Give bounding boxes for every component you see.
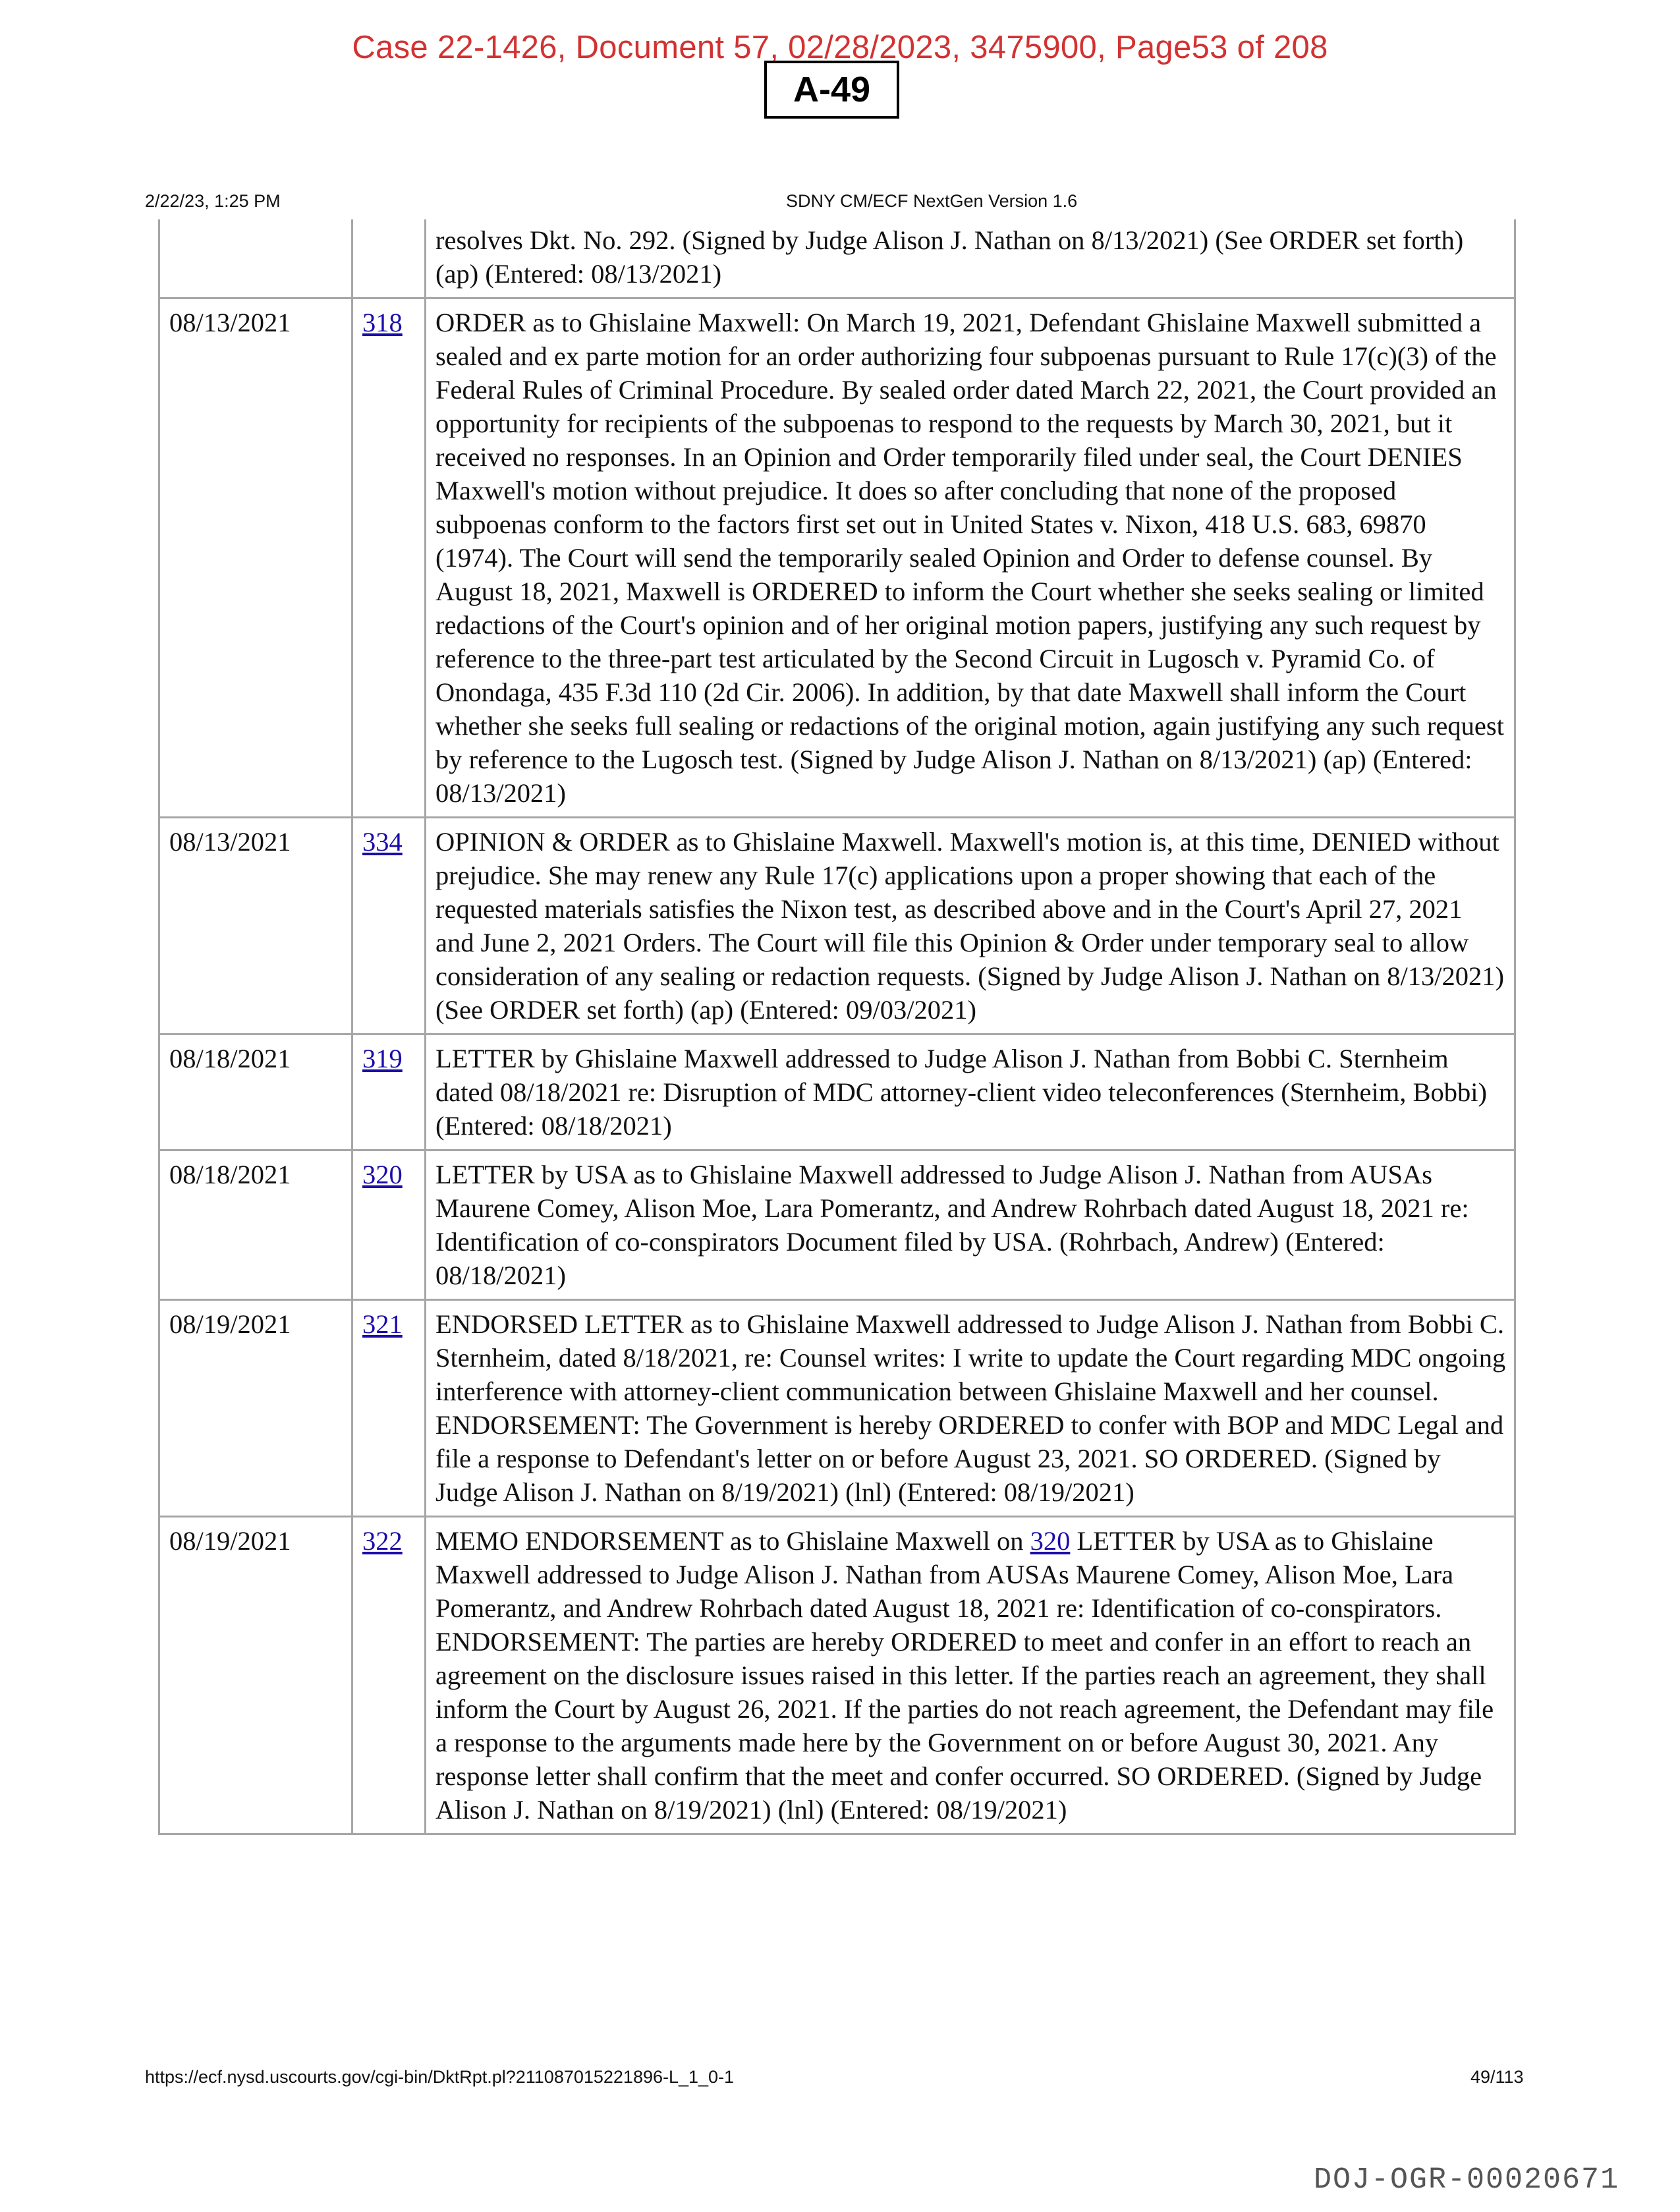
entry-number [352, 1150, 426, 1300]
entry-date: 08/13/2021 [159, 818, 352, 1035]
table-row [159, 1035, 1515, 1150]
entry-number [352, 1035, 426, 1150]
entry-text: ORDER as to Ghislaine Maxwell: On March 19, 2021, Defendant Ghislaine Maxwell submitted a sealed and ex parte motion for an order authorizing four subpoenas pursuant to Rule 17(c)(3) of the Federal Rules of Criminal Procedure. By sealed order dated March 22, 2021, the Court provided an opportunity for recipients of the subpoenas to respond to the requests by March 30, 2021, but it received no responses. In an Opinion and Order temporarily filed under seal, the Court DENIES Maxwell's motion without prejudice. It does so after concluding that none of the proposed subpoenas conform to the factors first set out in United States v. Nixon, 418 U.S. 683, 69870 (1974). The Court will send the temporarily sealed Opinion and Order to defense counsel. By August 18, 2021, Maxwell is ORDERED to inform the Court whether she seeks sealing or limited redactions of the Court's opinion and of her original motion papers, justifying any such request by reference to the three-part test articulated by the Second Circuit in Lugosch v. Pyramid Co. of Onondaga, 435 F.3d 110 (2d Cir. 2006). In addition, by that date Maxwell shall inform the Court whether she seeks full sealing or redactions of the original motion, again justifying any such request by reference to the Lugosch test. (Signed by Judge Alison J. Nathan on 8/13/2021) (ap) (Entered: 08/13/2021) [426, 298, 1515, 818]
docket-table [158, 219, 1516, 1835]
footer-page-number: 49/113 [1470, 2067, 1524, 2087]
entry-text: resolves Dkt. No. 292. (Signed by Judge Alison J. Nathan on 8/13/2021) (See ORDER set forth) (ap) (Entered: 08/13/2021) [426, 219, 1515, 298]
entry-date: 08/18/2021 [159, 1150, 352, 1300]
table-row [159, 298, 1515, 818]
table-row [159, 219, 1515, 298]
entry-number [352, 1300, 426, 1517]
table-row [159, 1150, 1515, 1300]
entry-text-part: LETTER by USA as to Ghislaine Maxwell addressed to Judge Alison J. Nathan from AUSAs Maurene Comey, Alison Moe, Lara Pomerantz, and Andrew Rohrbach dated August 18, 2021 re: Identification of co-conspirators. ENDORSEMENT: The parties are hereby ORDERED to meet and confer in an effort to reach an agreement on the disclosure issues raised in this letter. If the parties reach an agreement, they shall inform the Court by August 26, 2021. If the parties do not reach agreement, the Defendant may file a response to the arguments made here by the Government on or before August 30, 2021. Any response letter shall confirm that the meet and confer occurred. SO ORDERED. (Signed by Judge Alison J. Nathan on 8/19/2021) (lnl) (Entered: 08/19/2021) [435, 1526, 1494, 1825]
entry-text: ENDORSED LETTER as to Ghislaine Maxwell addressed to Judge Alison J. Nathan from Bobbi C. Sternheim, dated 8/18/2021, re: Counsel writes: I write to update the Court regarding MDC ongoing interference with attorney-client communication between Ghislaine Maxwell and her counsel. ENDORSEMENT: The Government is hereby ORDERED to confer with BOP and MDC Legal and file a response to Defendant's letter on or before August 23, 2021. SO ORDERED. (Signed by Judge Alison J. Nathan on 8/19/2021) (lnl) (Entered: 08/19/2021) [426, 1300, 1515, 1517]
docket-number-link[interactable]: 320 [362, 1160, 403, 1189]
entry-date [159, 219, 352, 298]
inline-docket-link[interactable]: 320 [1030, 1526, 1071, 1556]
docket-number-link[interactable]: 322 [362, 1526, 403, 1556]
entry-number [352, 219, 426, 298]
entry-number [352, 1517, 426, 1834]
entry-text [426, 1517, 1515, 1834]
entry-text: OPINION & ORDER as to Ghislaine Maxwell. Maxwell's motion is, at this time, DENIED without prejudice. She may renew any Rule 17(c) applications upon a proper showing that each of the requested materials satisfies the Nixon test, as described above and in the Court's April 27, 2021 and June 2, 2021 Orders. The Court will file this Opinion & Order under temporary seal to allow consideration of any sealing or redaction requests. (Signed by Judge Alison J. Nathan on 8/13/2021) (See ORDER set forth) (ap) (Entered: 09/03/2021) [426, 818, 1515, 1035]
table-row [159, 818, 1515, 1035]
exhibit-label: A-49 [764, 61, 899, 119]
entry-number [352, 818, 426, 1035]
docket-number-link[interactable]: 319 [362, 1044, 403, 1073]
print-page-title: SDNY CM/ECF NextGen Version 1.6 [786, 191, 1078, 211]
table-row [159, 1517, 1515, 1834]
entry-date: 08/13/2021 [159, 298, 352, 818]
footer-url: https://ecf.nysd.uscourts.gov/cgi-bin/DktRpt.pl?211087015221896-L_1_0-1 [145, 2067, 735, 2087]
entry-number [352, 298, 426, 818]
entry-text: LETTER by Ghislaine Maxwell addressed to Judge Alison J. Nathan from Bobbi C. Sternheim dated 08/18/2021 re: Disruption of MDC attorney-client video teleconferences (Sternheim, Bobbi) (Entered: 08/18/2021) [426, 1035, 1515, 1150]
docket-number-link[interactable]: 334 [362, 827, 403, 857]
table-row [159, 1300, 1515, 1517]
case-header-stamp: Case 22-1426, Document 57, 02/28/2023, 3475900, Page53 of 208 [352, 30, 1328, 65]
print-timestamp: 2/22/23, 1:25 PM [145, 191, 281, 211]
entry-date: 08/19/2021 [159, 1517, 352, 1834]
docket-number-link[interactable]: 321 [362, 1309, 403, 1339]
docket-number-link[interactable]: 318 [362, 308, 403, 337]
entry-date: 08/18/2021 [159, 1035, 352, 1150]
entry-text-part: MEMO ENDORSEMENT as to Ghislaine Maxwell on [435, 1526, 1030, 1556]
entry-text: LETTER by USA as to Ghislaine Maxwell addressed to Judge Alison J. Nathan from AUSAs Maurene Comey, Alison Moe, Lara Pomerantz, and Andrew Rohrbach dated August 18, 2021 re: Identification of co-conspirators Document filed by USA. (Rohrbach, Andrew) (Entered: 08/18/2021) [426, 1150, 1515, 1300]
entry-date: 08/19/2021 [159, 1300, 352, 1517]
bates-number: DOJ-OGR-00020671 [1314, 2163, 1620, 2197]
